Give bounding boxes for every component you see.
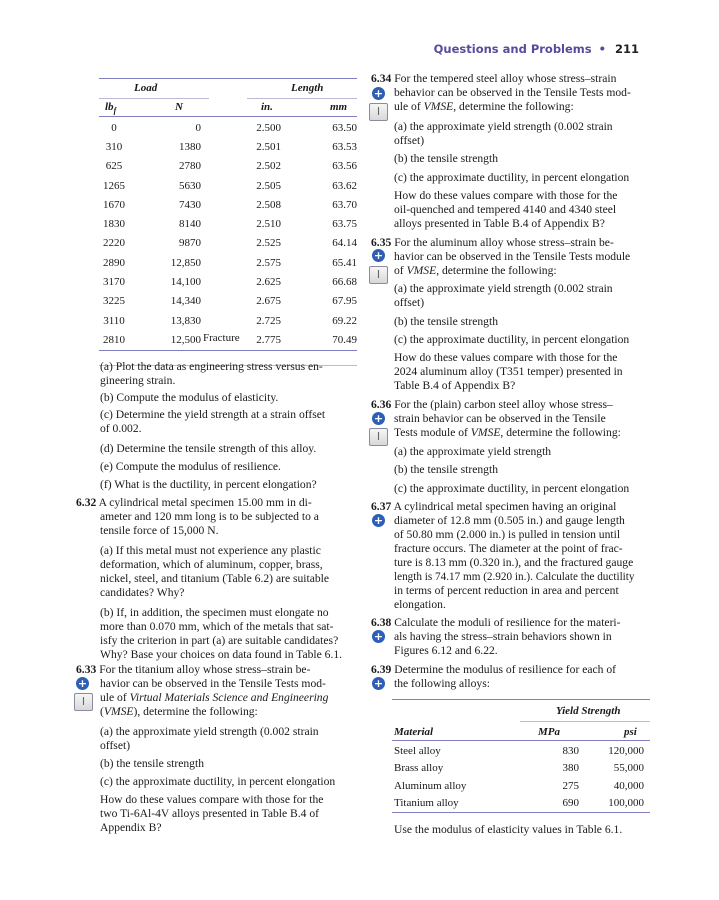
table-row bbox=[99, 157, 357, 176]
p637-line1: A cylindrical metal specimen having an original bbox=[393, 500, 617, 513]
p636-number: 6.36 bbox=[371, 398, 392, 411]
group-load: Load bbox=[134, 82, 158, 94]
table-row bbox=[392, 795, 650, 813]
p631-f: (f) What is the ductility, in percent elongation? bbox=[100, 478, 317, 491]
book-icon[interactable]: I bbox=[74, 693, 93, 711]
table-cell: 2.775 bbox=[256, 333, 281, 346]
table-cell: 70.49 bbox=[332, 333, 357, 346]
table-cell: 7430 bbox=[179, 198, 201, 211]
plus-icon[interactable]: + bbox=[373, 514, 384, 527]
p632-a-line3: nickel, steel, and titanium (Table 6.2) are suitable bbox=[100, 572, 330, 585]
table-cell: 3170 bbox=[103, 276, 125, 289]
p631-d: (d) Determine the tensile strength of this alloy. bbox=[100, 442, 317, 455]
p634-compare-line2: oil-quenched and tempered 4140 and 4340 steel bbox=[394, 203, 617, 216]
table-cell: 2.500 bbox=[256, 121, 281, 134]
unit-in: in. bbox=[261, 101, 273, 113]
table-cell: 1670 bbox=[103, 198, 125, 211]
table-cell: 2890 bbox=[103, 256, 125, 269]
page-number: 211 bbox=[614, 42, 639, 56]
table-cell: 12,850 bbox=[170, 256, 201, 269]
p636-c: (c) the approximate ductility, in percent elongation bbox=[394, 482, 630, 495]
p634-line2: behavior can be observed in the Tensile Tests mod- bbox=[394, 86, 631, 99]
p633-b: (b) the tensile strength bbox=[100, 757, 204, 770]
table-row bbox=[99, 272, 357, 291]
body-bottom-rule bbox=[99, 350, 357, 351]
p633-compare-line1: How do these values compare with those for the bbox=[100, 793, 324, 806]
table-cell: 67.95 bbox=[332, 295, 357, 308]
table-cell: 1380 bbox=[179, 140, 201, 153]
p637-line3: of 50.80 mm (2.000 in.) is pulled in tension until bbox=[394, 528, 621, 541]
p632-number: 6.32 bbox=[76, 496, 97, 509]
p635-number: 6.35 bbox=[371, 236, 392, 249]
table-cell: 2.510 bbox=[256, 218, 281, 231]
table-row bbox=[99, 311, 357, 330]
p632-b-line2: more than 0.070 mm, which of the metals that sat- bbox=[100, 620, 334, 633]
p633-line4-a: ( bbox=[100, 705, 104, 718]
table-row bbox=[99, 118, 357, 137]
table-cell: 2.575 bbox=[256, 256, 281, 269]
table-cell: 275 bbox=[562, 779, 579, 792]
table-cell: 2.525 bbox=[256, 237, 281, 250]
table-cell: 1830 bbox=[103, 218, 125, 231]
table-cell: 2.508 bbox=[256, 198, 281, 211]
header-bullet: • bbox=[598, 42, 606, 56]
table-cell: 2.501 bbox=[256, 140, 281, 153]
table-cell: 63.50 bbox=[332, 121, 357, 134]
p635-compare-line1: How do these values compare with those for the bbox=[394, 351, 618, 364]
table-cell: 3225 bbox=[103, 295, 125, 308]
p633-line2: havior can be observed in the Tensile Tests mod- bbox=[100, 677, 326, 690]
p635-line2: havior can be observed in the Tensile Tests module bbox=[394, 250, 631, 263]
p633-c: (c) the approximate ductility, in percent elongation bbox=[100, 775, 336, 788]
table-cell: Titanium alloy bbox=[394, 797, 459, 810]
table2-body bbox=[392, 742, 650, 812]
book-icon[interactable]: I bbox=[369, 266, 388, 284]
table-row bbox=[99, 137, 357, 156]
p632-a-line2: deformation, which of aluminum, copper, brass, bbox=[100, 558, 323, 571]
p633-line4-vmse: VMSE bbox=[103, 705, 134, 718]
table-cell: 63.62 bbox=[332, 179, 357, 192]
group-length: Length bbox=[291, 82, 324, 94]
running-header bbox=[434, 42, 639, 56]
p634-compare-line3: alloys presented in Table B.4 of Appendix B? bbox=[394, 217, 605, 230]
p637-line7: in terms of percent reduction in area and percent bbox=[394, 584, 619, 597]
plus-icon[interactable]: + bbox=[373, 412, 384, 425]
table-cell: 13,830 bbox=[170, 314, 201, 327]
table-row bbox=[392, 742, 650, 760]
p633-a-line1: (a) the approximate yield strength (0.002 strain bbox=[100, 725, 319, 738]
table-cell: 69.22 bbox=[332, 314, 357, 327]
p638-line2: als having the stress–strain behaviors shown in bbox=[394, 630, 612, 643]
load-length-table bbox=[99, 78, 357, 348]
plus-icon[interactable]: + bbox=[373, 630, 384, 643]
p632-line2: ameter and 120 mm long is to be subjected to a bbox=[100, 510, 319, 523]
p638-line1: Calculate the moduli of resilience for the materi- bbox=[394, 616, 621, 629]
p637-line5: ture is 8.13 mm (0.320 in.), and the fractured gauge bbox=[394, 556, 634, 569]
p632-a-line4: candidates? Why? bbox=[100, 586, 185, 599]
table-cell: 2.502 bbox=[256, 160, 281, 173]
p634-b: (b) the tensile strength bbox=[394, 152, 498, 165]
p635-b: (b) the tensile strength bbox=[394, 315, 498, 328]
table-row bbox=[392, 760, 650, 778]
table-cell: 2.505 bbox=[256, 179, 281, 192]
p631-e: (e) Compute the modulus of resilience. bbox=[100, 460, 281, 473]
p632-line1: A cylindrical metal specimen 15.00 mm in di- bbox=[98, 496, 312, 509]
table-cell: 2220 bbox=[103, 237, 125, 250]
p637-line6: length is 74.17 mm (2.920 in.). Calculate the ductility bbox=[394, 571, 635, 583]
plus-icon[interactable]: + bbox=[373, 87, 384, 100]
book-icon[interactable]: I bbox=[369, 428, 388, 446]
p637-line4: fracture occurs. The diameter at the point of frac- bbox=[394, 542, 623, 555]
table-cell: 64.14 bbox=[332, 237, 357, 250]
p633-line1: For the titanium alloy whose stress–strain be- bbox=[99, 663, 311, 676]
table-cell: 0 bbox=[111, 121, 117, 134]
table-row bbox=[99, 292, 357, 311]
p635-line3-c: , determine the following: bbox=[436, 264, 557, 277]
table-cell: 12,500 bbox=[170, 333, 201, 346]
p633-compare-line2: two Ti-6Al-4V alloys presented in Table B.4 of bbox=[100, 807, 320, 820]
p631-a-line1: (a) Plot the data as engineering stress versus en- bbox=[100, 360, 323, 373]
table-cell: 14,340 bbox=[170, 295, 201, 308]
plus-icon[interactable]: + bbox=[373, 249, 384, 262]
table-row bbox=[99, 195, 357, 214]
table-cell: 2.625 bbox=[256, 276, 281, 289]
table-cell: 3110 bbox=[103, 314, 125, 327]
p634-a-line2: offset) bbox=[394, 134, 425, 147]
p634-compare-line1: How do these values compare with those for the bbox=[394, 189, 618, 202]
table-cell: 120,000 bbox=[608, 744, 644, 757]
p636-line3-a: Tests module of bbox=[394, 426, 471, 439]
p632-line3: tensile force of 15,000 N. bbox=[100, 524, 219, 537]
table-cell: 14,100 bbox=[170, 276, 201, 289]
table2-top-rule bbox=[392, 699, 650, 700]
table-row bbox=[99, 253, 357, 272]
p634-line3-a: ule of bbox=[394, 100, 424, 113]
p635-c: (c) the approximate ductility, in percent elongation bbox=[394, 333, 630, 346]
header-bottom-rule bbox=[99, 116, 357, 117]
header-psi: psi bbox=[624, 726, 637, 738]
p635-compare-line3: Table B.4 of Appendix B? bbox=[394, 379, 516, 392]
p632-b-line3: isfy the criterion in part (a) are suitable candidates? bbox=[100, 634, 339, 647]
p635-a-line1: (a) the approximate yield strength (0.002 strain bbox=[394, 282, 613, 295]
plus-icon[interactable]: + bbox=[373, 677, 384, 690]
unit-n: N bbox=[175, 101, 183, 113]
p638-number: 6.38 bbox=[371, 616, 392, 629]
p634-line1: For the tempered steel alloy whose stress–strain bbox=[394, 72, 617, 85]
p631-b: (b) Compute the modulus of elasticity. bbox=[100, 391, 279, 404]
header-material: Material bbox=[394, 726, 434, 738]
p637-line8: elongation. bbox=[394, 598, 446, 611]
section-title: Questions and Problems bbox=[433, 42, 592, 56]
table-cell: 8140 bbox=[179, 218, 201, 231]
table2-bottom-rule bbox=[392, 812, 650, 813]
p636-b: (b) the tensile strength bbox=[394, 463, 498, 476]
p632-b-line1: (b) If, in addition, the specimen must elongate no bbox=[100, 606, 329, 619]
plus-icon[interactable]: + bbox=[77, 677, 88, 690]
table2-header-rule bbox=[392, 740, 650, 741]
p634-number: 6.34 bbox=[371, 72, 392, 85]
p634-line3-c: , determine the following: bbox=[453, 100, 574, 113]
p639-note: Use the modulus of elasticity values in Table 6.1. bbox=[394, 823, 623, 836]
p632-a-line1: (a) If this metal must not experience any plastic bbox=[100, 544, 321, 557]
p633-number: 6.33 bbox=[76, 663, 97, 676]
load-group-rule bbox=[99, 98, 209, 99]
p638-line3: Figures 6.12 and 6.22. bbox=[394, 644, 498, 657]
p632-b-line4: Why? Base your choices on data found in Table 6.1. bbox=[100, 648, 343, 661]
table-cell: 63.70 bbox=[332, 198, 357, 211]
table-cell: 9870 bbox=[179, 237, 201, 250]
table-cell: 2.675 bbox=[256, 295, 281, 308]
p635-line1: For the aluminum alloy whose stress–strain be- bbox=[394, 236, 614, 249]
table-row bbox=[99, 214, 357, 233]
p631-c-line1: (c) Determine the yield strength at a strain offset bbox=[100, 408, 326, 421]
table-cell: 66.68 bbox=[332, 276, 357, 289]
p636-line3-c: , determine the following: bbox=[500, 426, 621, 439]
p633-line4-c: ), determine the following: bbox=[133, 705, 258, 718]
p633-line3-vmse-title: Virtual Materials Science and Engineering bbox=[129, 691, 329, 704]
p635-line3-a: of bbox=[394, 264, 407, 277]
table-cell: 55,000 bbox=[613, 762, 644, 775]
table-cell: 100,000 bbox=[608, 797, 644, 810]
header-mpa: MPa bbox=[538, 726, 560, 738]
table-row bbox=[99, 176, 357, 195]
yield-group-rule bbox=[520, 721, 650, 722]
yield-strength-table bbox=[392, 699, 650, 814]
p635-a-line2: offset) bbox=[394, 296, 425, 309]
table-cell: 2810 bbox=[103, 333, 125, 346]
group-yield-strength: Yield Strength bbox=[556, 705, 621, 717]
length-group-rule bbox=[247, 98, 357, 99]
p633-compare-line3: Appendix B? bbox=[100, 821, 162, 834]
unit-mm: mm bbox=[330, 101, 348, 113]
table-cell: Brass alloy bbox=[394, 762, 444, 775]
p635-line3-vmse: VMSE bbox=[406, 264, 437, 277]
p636-line2: strain behavior can be observed in the Tensile bbox=[394, 412, 606, 425]
table-body bbox=[99, 118, 357, 350]
table-cell: 310 bbox=[105, 140, 123, 153]
table-cell: 40,000 bbox=[613, 779, 644, 792]
table-cell: 63.56 bbox=[332, 160, 357, 173]
book-icon[interactable]: I bbox=[369, 103, 388, 121]
p631-a-line2: gineering strain. bbox=[100, 374, 176, 387]
p639-line1: Determine the modulus of resilience for each of bbox=[394, 663, 617, 676]
table-cell: Steel alloy bbox=[394, 744, 441, 757]
table-top-rule bbox=[99, 78, 357, 79]
p635-compare-line2: 2024 aluminum alloy (T351 temper) presented in bbox=[394, 365, 623, 378]
table-row bbox=[99, 234, 357, 253]
p636-line1: For the (plain) carbon steel alloy whose stress– bbox=[394, 398, 613, 411]
p639-line2: the following alloys: bbox=[394, 677, 490, 690]
unit-lbf: $lb_f$ bbox=[105, 101, 117, 116]
table-cell: 1265 bbox=[103, 179, 125, 192]
table-cell: 65.41 bbox=[332, 256, 357, 269]
table-cell: 2780 bbox=[179, 160, 201, 173]
p631-c-line2: of 0.002. bbox=[100, 422, 142, 435]
p636-a: (a) the approximate yield strength bbox=[394, 445, 552, 458]
table-cell: 2.725 bbox=[256, 314, 281, 327]
p633-a-line2: offset) bbox=[100, 739, 131, 752]
p637-number: 6.37 bbox=[371, 500, 392, 513]
table-cell: 63.75 bbox=[332, 218, 357, 231]
p636-line3-vmse: VMSE bbox=[470, 426, 501, 439]
table-cell: 63.53 bbox=[332, 140, 357, 153]
table-cell: 0 bbox=[195, 121, 201, 134]
p639-number: 6.39 bbox=[371, 663, 392, 676]
table-cell: 830 bbox=[562, 744, 579, 757]
table-cell: 380 bbox=[562, 762, 579, 775]
table-cell: 625 bbox=[105, 160, 123, 173]
p634-line3-vmse: VMSE bbox=[423, 100, 454, 113]
fracture-label: Fracture bbox=[203, 332, 240, 344]
table-cell: 690 bbox=[562, 797, 579, 810]
p637-line2: diameter of 12.8 mm (0.505 in.) and gauge length bbox=[394, 514, 625, 527]
p633-line3-a: ule of bbox=[100, 691, 130, 704]
p634-a-line1: (a) the approximate yield strength (0.002 strain bbox=[394, 120, 613, 133]
table-cell: Aluminum alloy bbox=[394, 779, 467, 792]
table-cell: 5630 bbox=[179, 179, 201, 192]
table-row bbox=[392, 777, 650, 795]
p634-c: (c) the approximate ductility, in percent elongation bbox=[394, 171, 630, 184]
